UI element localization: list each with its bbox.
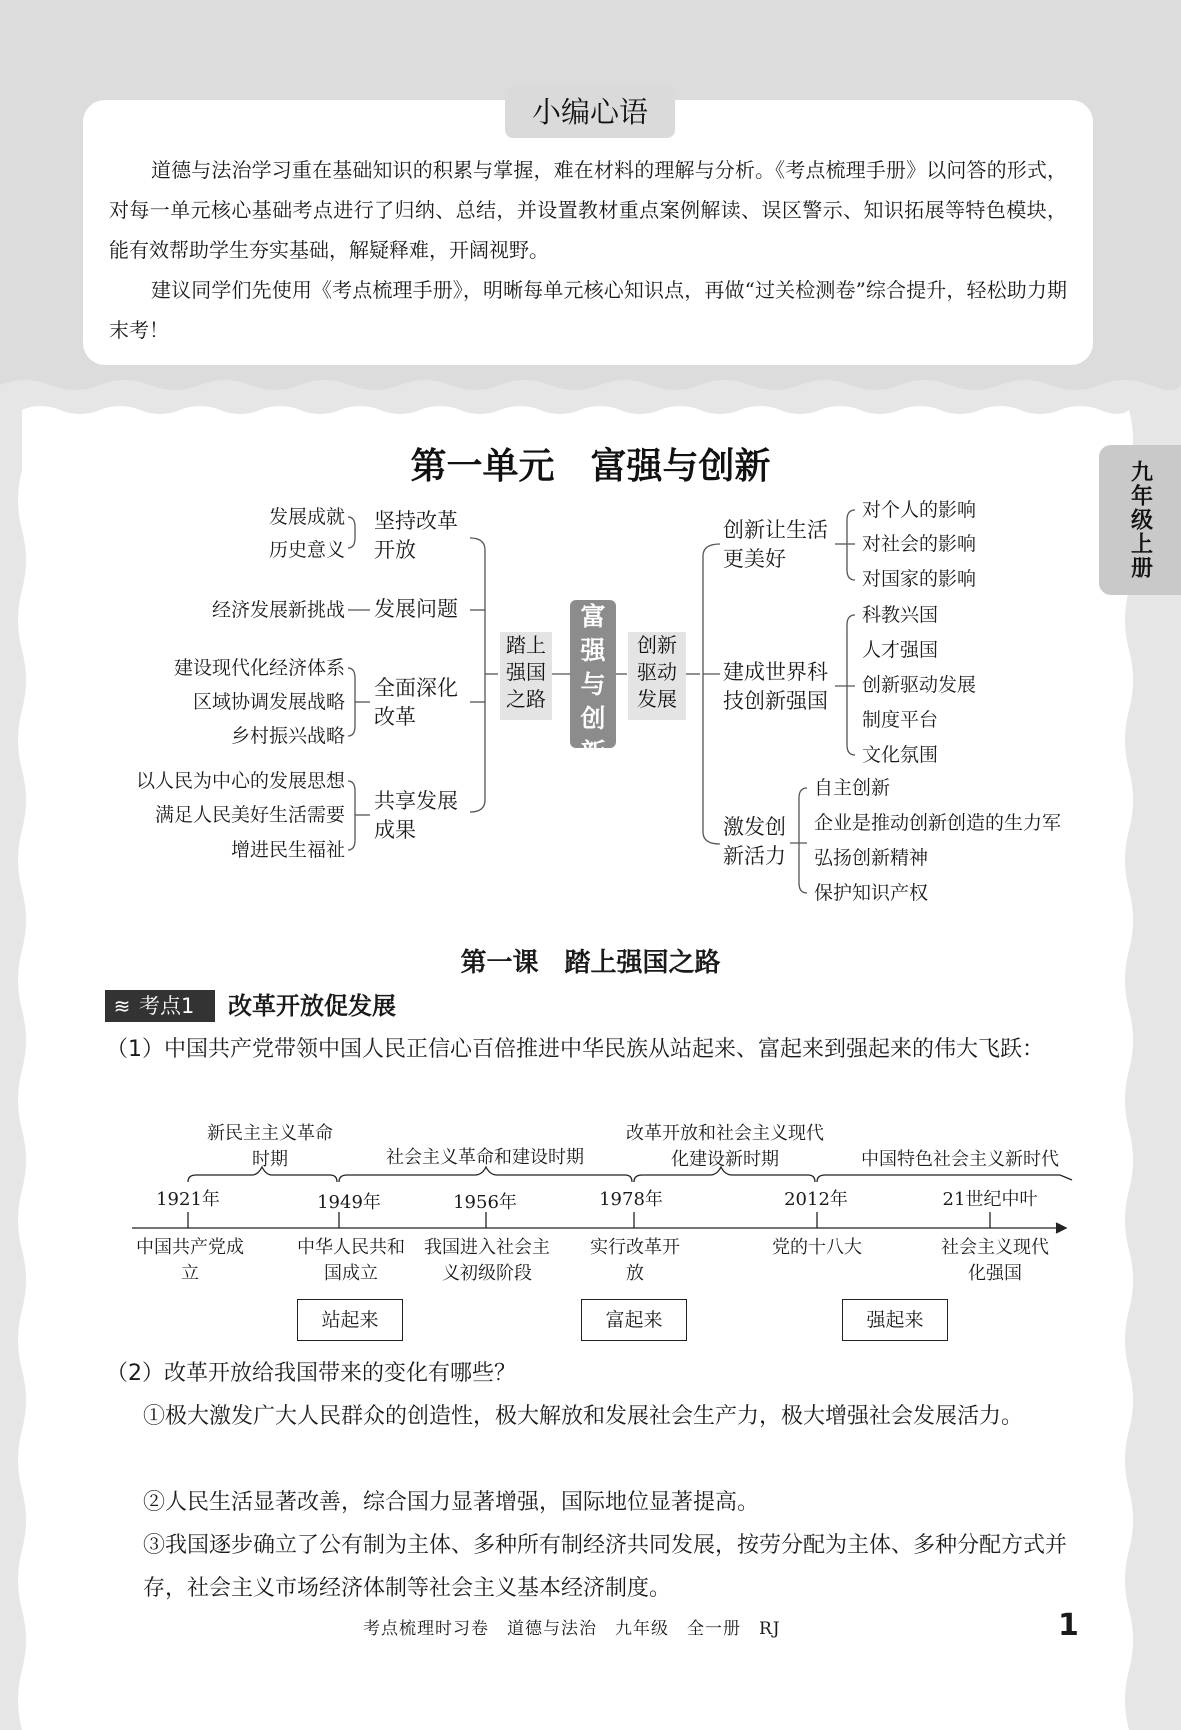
timeline-year: 21世纪中叶 (942, 1189, 1038, 1210)
intro-paragraph-1: 道德与法治学习重在基础知识的积累与掌握，难在材料的理解与分析。《考点梳理手册》以问答的形式，对每一单元核心基础考点进行了归纳、总结，并设置教材重点案例解读、误区警示、知识拓展等特色模块，能有效帮助学生夯实基础，解疑释难，开阔视野。 (109, 158, 1067, 262)
timeline-period: 改革开放和社会主义现代化建设新时期 (626, 1123, 824, 1170)
kaodian-badge-label: 考点1 (139, 994, 195, 1018)
stage-box: 富起来 (581, 1299, 687, 1341)
mindmap-center: 富强与创新 (570, 600, 616, 748)
mindmap-leaf: 保护知识产权 (814, 882, 929, 904)
answer-item: ②人民生活显著改善，综合国力显著增强，国际地位显著提高。 (143, 1490, 760, 1515)
mindmap-leaf: 乡村振兴战略 (230, 725, 345, 747)
mindmap-leaf: 对个人的影响 (862, 499, 977, 521)
answer-item: ①极大激发广大人民群众的创造性，极大解放和发展社会生产力，极大增强社会发展活力。 (143, 1404, 1024, 1429)
mindmap-leaf: 满足人民美好生活需要 (154, 804, 345, 826)
mindmap-topic: 发展问题 (374, 597, 458, 621)
mindmap-leaf: 区域协调发展战略 (192, 691, 345, 713)
mindmap-leaf: 增进民生福祉 (230, 839, 345, 861)
wave-icon: ≋ (113, 994, 131, 1018)
intro-paragraph-2: 建议同学们先使用《考点梳理手册》，明晰每单元核心知识点，再做“过关检测卷”综合提升，轻松助力期末考！ (109, 278, 1067, 342)
timeline-event: 实行改革开放 (590, 1237, 680, 1284)
mindmap-leaf: 制度平台 (862, 709, 939, 731)
timeline-period: 新民主主义革命时期 (207, 1123, 333, 1170)
unit-title: 第一单元 富强与创新 (410, 446, 771, 487)
timeline-year: 2012年 (784, 1189, 848, 1210)
mindmap-leaf: 以人民为中心的发展思想 (135, 770, 345, 792)
footer-text: 考点梳理时习卷 道德与法治 九年级 全一册 RJ (363, 1619, 781, 1639)
mindmap-topic: 创新让生活更美好 (723, 518, 828, 571)
mindmap-leaf: 经济发展新挑战 (211, 599, 345, 621)
lesson-title: 第一课 踏上强国之路 (460, 948, 721, 978)
mindmap-topic: 全面深化改革 (374, 676, 458, 729)
timeline-event: 我国进入社会主义初级阶段 (424, 1237, 550, 1284)
timeline-event: 社会主义现代化强国 (941, 1237, 1049, 1284)
mindmap-leaf: 对社会的影响 (862, 533, 977, 555)
stage-box: 强起来 (842, 1299, 948, 1341)
timeline-year: 1956年 (453, 1192, 517, 1213)
kaodian-title: 改革开放促发展 (228, 992, 396, 1020)
mindmap-leaf: 弘扬创新精神 (814, 847, 929, 869)
mindmap-leaf: 创新驱动发展 (862, 674, 977, 696)
question-1-text: （1）中国共产党带领中国人民正信心百倍推进中华民族从站起来、富起来到强起来的伟大飞跃： (106, 1037, 1045, 1062)
timeline-period: 社会主义革命和建设时期 (386, 1147, 584, 1168)
stage-box: 站起来 (297, 1299, 403, 1341)
page-number: 1 (1058, 1608, 1079, 1643)
mindmap-leaf: 历史意义 (268, 539, 345, 561)
grade-side-tab-label: 九年级上册 (1127, 460, 1153, 580)
mindmap-topic: 共享发展成果 (374, 789, 458, 842)
timeline-period: 中国特色社会主义新时代 (861, 1149, 1059, 1170)
intro-title: 小编心语 (505, 86, 675, 138)
mindmap-topic: 建成世界科技创新强国 (723, 660, 828, 713)
mindmap-branch-right: 创新驱动发展 (628, 632, 686, 720)
mindmap-topic: 坚持改革开放 (374, 509, 458, 562)
timeline-event: 中华人民共和国成立 (297, 1237, 405, 1284)
mindmap-leaf: 发展成就 (268, 506, 345, 528)
mindmap-leaf: 自主创新 (814, 777, 891, 799)
mindmap-leaf: 企业是推动创新创造的生力军 (814, 812, 1062, 834)
question-2: （2）改革开放给我国带来的变化有哪些？ (106, 1361, 516, 1386)
mindmap-leaf: 对国家的影响 (862, 568, 977, 590)
timeline-event: 中国共产党成立 (136, 1237, 244, 1284)
mindmap-leaf: 建设现代化经济体系 (173, 657, 345, 679)
timeline-year: 1949年 (317, 1192, 381, 1213)
timeline-event: 党的十八大 (772, 1237, 862, 1258)
timeline-year: 1978年 (599, 1189, 663, 1210)
mindmap-branch-left: 踏上强国之路 (500, 632, 552, 720)
mindmap-leaf: 人才强国 (862, 639, 939, 661)
answer-item: ③我国逐步确立了公有制为主体、多种所有制经济共同发展，按劳分配为主体、多种分配方式并存，社会主义市场经济体制等社会主义基本经济制度。 (143, 1533, 1068, 1601)
timeline-year: 1921年 (156, 1189, 220, 1210)
mindmap-leaf: 文化氛围 (862, 744, 939, 766)
mindmap-topic: 激发创新活力 (723, 815, 786, 868)
mindmap-leaf: 科教兴国 (862, 604, 939, 626)
